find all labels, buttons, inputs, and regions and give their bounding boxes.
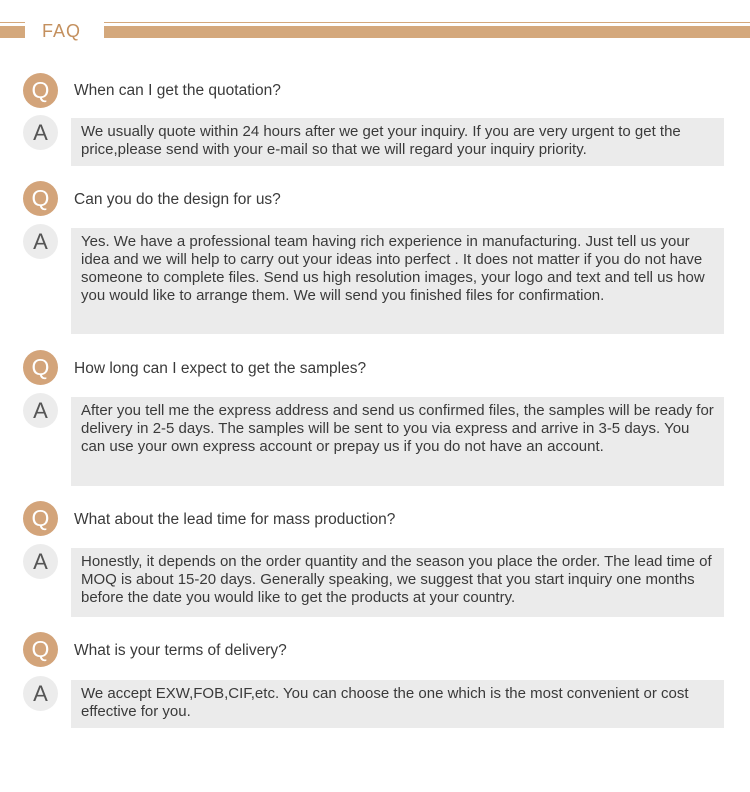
page-title: FAQ — [42, 21, 82, 41]
answer-icon: A — [23, 224, 58, 259]
question-icon: Q — [23, 181, 58, 216]
question-icon: Q — [23, 350, 58, 385]
answer-icon: A — [23, 393, 58, 428]
question-text: What about the lead time for mass production? — [74, 511, 396, 528]
answer-icon: A — [23, 544, 58, 579]
question-icon: Q — [23, 501, 58, 536]
answer-icon: A — [23, 676, 58, 711]
question-icon: Q — [23, 632, 58, 667]
question-text: When can I get the quotation? — [74, 82, 281, 99]
question-text: What is your terms of delivery? — [74, 642, 287, 659]
header-right-bar — [104, 26, 750, 38]
header-left-bar — [0, 26, 25, 38]
question-text: Can you do the design for us? — [74, 191, 281, 208]
answer-icon: A — [23, 115, 58, 150]
header-right-line — [104, 22, 750, 23]
answer-text: Honestly, it depends on the order quantity and the season you place the order. The lead time of MOQ is about 15-20 days. Generally speaking, we suggest that you start inquiry one months before the date you would like to get the products at your country. — [71, 548, 724, 617]
answer-text: Yes. We have a professional team having rich experience in manufacturing. Just tell us your idea and we will help to carry out your ideas into perfect . It does not matter if you do not have someone to complete files. Send us high resolution images, your logo and text and tell us how you would like to arrange them. We will send you finished files for confirmation. — [71, 228, 724, 334]
question-icon: Q — [23, 73, 58, 108]
answer-text: We accept EXW,FOB,CIF,etc. You can choose the one which is the most convenient or cost effective for you. — [71, 680, 724, 728]
faq-header — [0, 0, 750, 50]
question-text: How long can I expect to get the samples? — [74, 360, 367, 377]
header-left-line — [0, 22, 25, 23]
answer-text: After you tell me the express address and send us confirmed files, the samples will be ready for delivery in 2-5 days. The samples will be sent to you via express and arrive in 3-5 days. You can use your own express account or prepay us if you do not have an account. — [71, 397, 724, 486]
answer-text: We usually quote within 24 hours after we get your inquiry. If you are very urgent to get the price,please send with your e-mail so that we will regard your inquiry priority. — [71, 118, 724, 166]
